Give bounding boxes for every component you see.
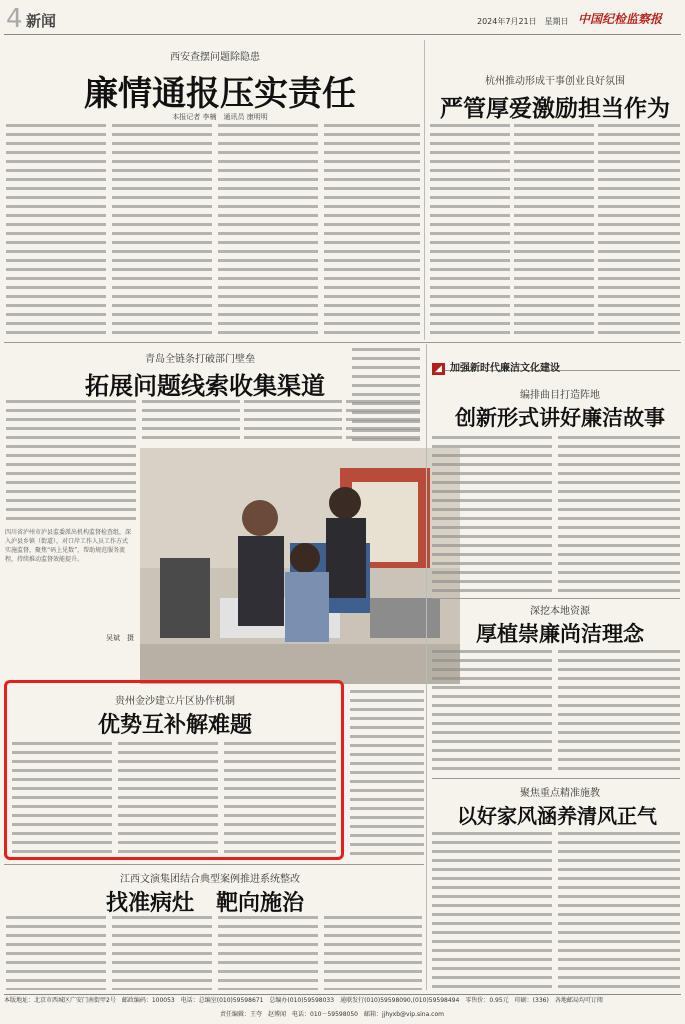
guizhou-kicker: 贵州金沙建立片区协作机制	[115, 696, 235, 707]
footer-address: 本版地址：北京市西城区广安门南街甲2号 邮政编码：100053 电话：总编室(010)59598671 总编办(010)59598033 通联发行(010)59598090,(010)59598494 零售价：0.95元 印刷：(336) 各地邮局均可订阅	[4, 994, 681, 1007]
xian-kicker: 西安查摆问题除隐患	[170, 52, 260, 63]
jiangxi-body-col2	[112, 916, 212, 990]
issue-date: 2024年7月21日 星期日	[477, 17, 569, 26]
jiangxi-kicker: 江西文演集团结合典型案例推进系统整改	[120, 874, 300, 885]
section-tag-icon: ◢	[432, 363, 445, 375]
masthead-rule	[4, 34, 681, 35]
photo-credit: 吴斌 摄	[106, 634, 134, 642]
fuzhou-body-col1	[432, 436, 552, 596]
section-divider	[432, 778, 680, 779]
hangzhou-body-col2	[514, 124, 594, 336]
weihai-headline: 以好家风涵养清风正气	[457, 804, 657, 828]
shanxi-headline: 厚植崇廉尚洁理念	[476, 621, 644, 646]
column-divider	[424, 40, 425, 340]
jiangxi-body-col1	[6, 916, 106, 990]
section-divider	[4, 864, 424, 865]
section-name: 新闻	[26, 12, 57, 30]
fuzhou-kicker: 编排曲目打造阵地	[520, 390, 600, 401]
jiangxi-headline: 找准病灶 靶向施治	[105, 890, 304, 916]
hangzhou-headline: 严管厚爱激励担当作为	[440, 95, 670, 122]
section-divider	[4, 342, 681, 343]
shanxi-kicker: 深挖本地资源	[530, 606, 590, 617]
newspaper-logo: 中国纪检监察报	[578, 12, 663, 26]
qingdao-kicker: 青岛全链条打破部门壁垒	[145, 354, 255, 365]
qingdao-body-col1	[6, 400, 136, 524]
guizhou-body-col1	[12, 742, 112, 854]
hangzhou-body-col1	[430, 124, 510, 336]
news-photo-illustration	[140, 448, 460, 684]
guizhou-body-col2	[118, 742, 218, 854]
page-number: 4	[6, 4, 23, 34]
weihai-body-col1	[432, 832, 552, 990]
fuzhou-body-col2	[558, 436, 680, 596]
photo-caption: 四川省泸州市泸县监委派出机构监督检查组，深入泸县乡镇（街道），对口岸工作人员工作方式实施监督，聚焦“码上见数”，帮助规范服务流程，持续推动监督效能提升。	[5, 529, 132, 563]
sidebar-section-header	[432, 356, 680, 374]
guizhou-body-col3	[224, 742, 336, 854]
shanxi-body-col2	[558, 650, 680, 770]
guizhou-headline: 优势互补解难题	[97, 712, 252, 738]
jiangxi-body-col3	[218, 916, 318, 990]
hangzhou-kicker: 杭州推动形成干事创业良好氛围	[485, 76, 625, 87]
weihai-kicker: 聚焦重点精准施教	[520, 788, 600, 799]
shanxi-body-col1	[432, 650, 552, 770]
xian-headline: 廉情通报压实责任	[84, 74, 356, 114]
jiangxi-body-col4	[324, 916, 422, 990]
xian-byline: 本报记者 李楠 通讯员 康明明	[172, 113, 268, 121]
xian-body-col1	[6, 124, 106, 336]
hangzhou-body-col3	[598, 124, 680, 336]
xian-body-col3	[218, 124, 318, 336]
sidebar-section-title: 加强新时代廉洁文化建设	[450, 363, 561, 374]
footer-editor: 责任编辑：王夸 赵博闻 电话：010－59598050 邮箱：jjhyxb@vip.sina.com	[220, 1011, 444, 1018]
qingdao-headline: 拓展问题线索收集渠道	[85, 371, 325, 400]
qingdao-body-col5	[352, 348, 420, 444]
column-divider	[426, 344, 427, 990]
qingdao-body-col6	[350, 690, 424, 858]
section-divider	[432, 598, 680, 599]
news-photo	[140, 448, 460, 684]
qingdao-body-col3	[244, 400, 342, 444]
weihai-body-col2	[558, 832, 680, 990]
xian-body-col4	[324, 124, 420, 336]
fuzhou-headline: 创新形式讲好廉洁故事	[455, 405, 665, 430]
xian-body-col2	[112, 124, 212, 336]
qingdao-body-col2	[142, 400, 240, 444]
